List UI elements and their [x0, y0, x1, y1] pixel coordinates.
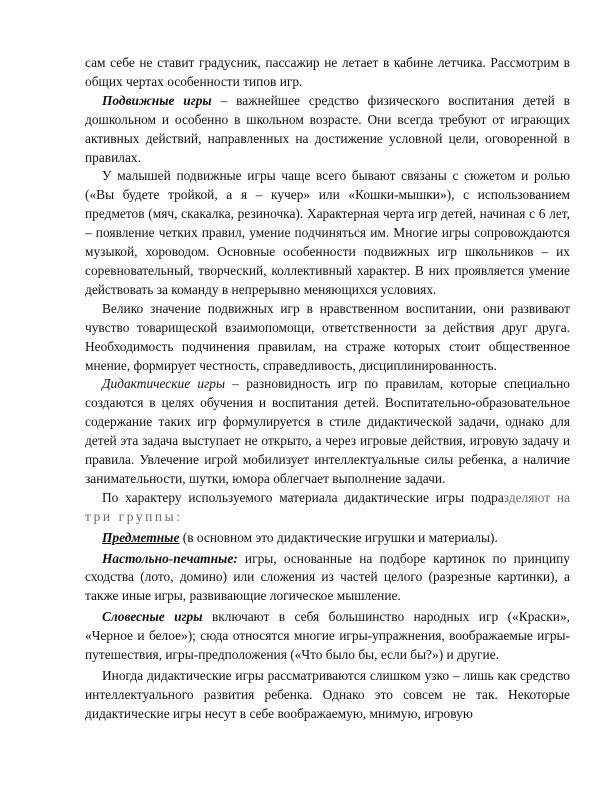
three-groups-spaced-label: три группы:: [85, 508, 183, 524]
paragraph-word-games: [85, 608, 570, 665]
paragraph-three-groups: [85, 489, 570, 527]
term-object-games: Предметные: [102, 529, 180, 545]
paragraph-word-games-text: включают в себя большинство народных игр («Краски», «Черное и белое»); сюда относятся многие игры-упражнения, воображаемые игры-путешествия, игры-предположения («Что было бы, если бы?») и другие.: [85, 609, 570, 663]
paragraph-three-groups-gray-text: зделяют на: [503, 489, 570, 505]
paragraph-didactic-games-text: – разновидность игр по правилам, которые специально создаются в целях обучения и воспитания детей. Воспитательно-образовательное содержание таких игр формулируется в стиле дидактической задачи, однако для детей эта задача выступает не открыто, а через игровые действия, игровую задачу и правила. Увлечение игрой мобилизует интеллектуальные силы ребенка, а наличие занимательности, шутки, юмора облегчает выполнение задачи.: [85, 376, 570, 486]
paragraph-mobile-games-text: – важнейшее средство физического воспитания детей в дошкольном и особенно в школьном возрасте. Они всегда требуют от играющих активных действий, направленных на достижение условной цели, оговоренной в правилах.: [85, 92, 570, 165]
paragraph-three-groups-text: По характеру используемого материала дидактические игры подра: [102, 489, 504, 505]
term-board-games: Настольно-печатные:: [102, 550, 238, 566]
paragraph-moral-education: Велико значение подвижных игр в нравственном воспитании, они развивают чувство товарищеской взаимопомощи, ответственности за действия друг друга. Необходимость подчинения правилам, на страже которых стоит общественное мнение, формирует честность, справедливость, дисциплинированность.: [85, 300, 570, 373]
paragraph-conclusion: Иногда дидактические игры рассматриваются слишком узко – лишь как средство интеллектуального развития ребенка. Однако это совсем не так. Некоторые дидактические игры несут в себе воображаемую, мнимую, игровую: [85, 668, 570, 721]
term-word-games: Словесные игры: [102, 609, 203, 625]
paragraph-children-games: У малышей подвижные игры чаще всего бывают связаны с сюжетом и ролью («Вы будете тройкой, а я – кучер» или «Кошки-мышки»), с использованием предметов (мяч, скакалка, резиночка). Характерная черта игр детей, начиная с 6 лет, – появление четких правил, умение подчиняться им. Многие игры сопровождаются музыкой, хороводом. Основные особенности подвижных игр школьников – их соревновательный, творческий, коллективный характер. В них проявляется умение действовать за команду в непрерывно меняющихся условиях.: [85, 168, 570, 297]
paragraph-intro: сам себе не ставит градусник, пассажир не летает в кабине летчика. Рассмотрим в общих чертах особенности типов игр.: [85, 55, 570, 89]
paragraph-object-games: [85, 529, 570, 548]
paragraph-mobile-games: [85, 92, 570, 168]
term-didactic-games: Дидактические игры: [102, 376, 226, 392]
paragraph-board-games: [85, 550, 570, 607]
document-page: [85, 54, 570, 724]
paragraph-board-games-text: игры, основанные на подборе картинок по принципу сходства (лото, домино) или сложения из частей целого (разрезные картинки), а также иные игры, развивающие логическое мышление.: [85, 550, 570, 604]
paragraph-object-games-text: (в основном это дидактические игрушки и материалы).: [179, 529, 498, 545]
paragraph-didactic-games: [85, 375, 570, 488]
term-mobile-games: Подвижные игры: [102, 92, 212, 108]
